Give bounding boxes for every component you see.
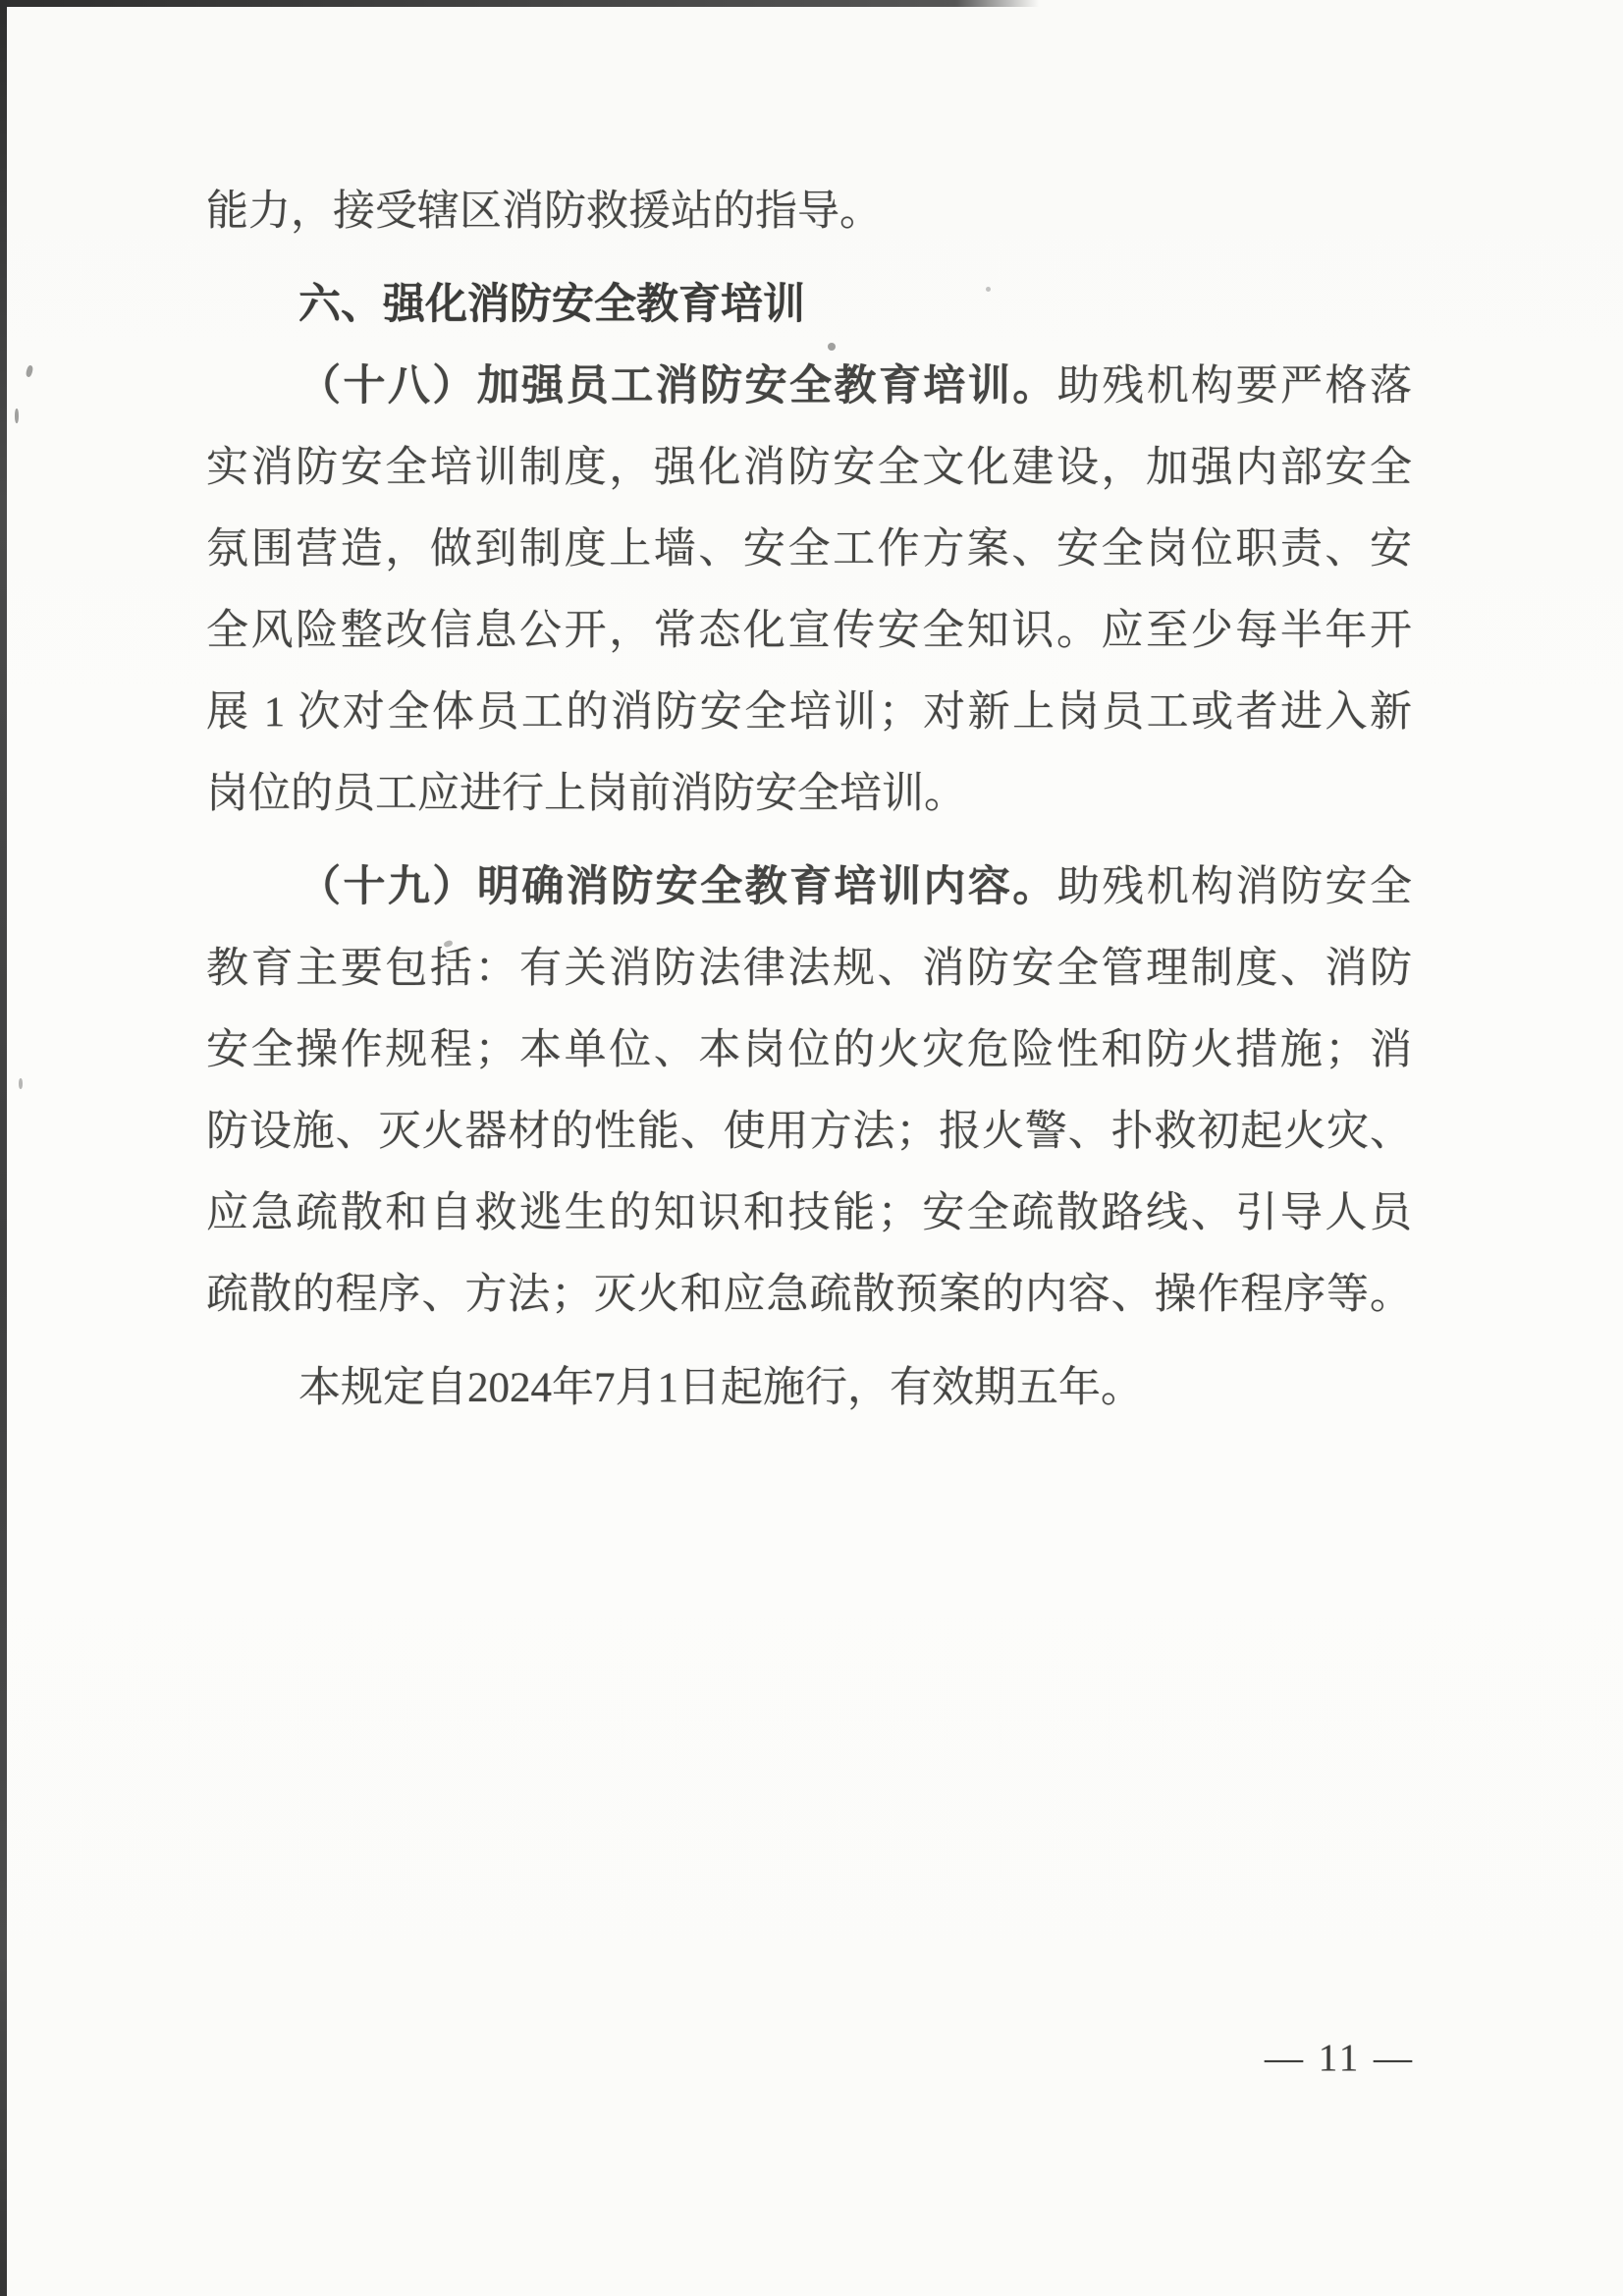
para19-line-1 bbox=[206, 847, 1412, 928]
closing-line: 本规定自2024年7月1日起施行，有效期五年。 bbox=[298, 1365, 1143, 1411]
para18-line-3: 氛围营造，做到制度上墙、安全工作方案、安全岗位职责、安 bbox=[206, 526, 1412, 573]
para18-line-4: 全风险整改信息公开，常态化宣传安全知识。应至少每半年开 bbox=[206, 608, 1412, 654]
para19-line-5: 应急疏散和自救逃生的知识和技能；安全疏散路线、引导人员 bbox=[206, 1190, 1412, 1236]
scan-speck bbox=[26, 364, 34, 377]
document-body bbox=[206, 171, 1412, 1429]
continuation-line: 能力，接受辖区消防救援站的指导。 bbox=[206, 189, 882, 235]
para18-lead-sentence: （十八）加强员工消防安全教育培训。 bbox=[298, 363, 1057, 410]
scan-edge-top-line bbox=[0, 0, 1039, 7]
page-number: — 11 — bbox=[1264, 2037, 1415, 2079]
para18-line-2: 实消防安全培训制度，强化消防安全文化建设，加强内部安全 bbox=[206, 445, 1412, 491]
scan-edge-left-line bbox=[0, 0, 7, 2296]
para19-line-4: 防设施、灭火器材的性能、使用方法；报火警、扑救初起火灾、 bbox=[206, 1109, 1412, 1155]
scan-speck bbox=[15, 409, 19, 423]
para19-line-6: 疏散的程序、方法；灭火和应急疏散预案的内容、操作程序等。 bbox=[206, 1272, 1412, 1318]
para18-line-5: 展 1 次对全体员工的消防安全培训；对新上岗员工或者进入新 bbox=[206, 689, 1412, 736]
para19-line-2: 教育主要包括：有关消防法律法规、消防安全管理制度、消防 bbox=[206, 946, 1412, 992]
para18-line-6: 岗位的员工应进行上岗前消防安全培训。 bbox=[206, 771, 966, 817]
para19-lead-sentence: （十九）明确消防安全教育培训内容。 bbox=[298, 864, 1057, 910]
para19-line-3: 安全操作规程；本单位、本岗位的火灾危险性和防火措施；消 bbox=[206, 1027, 1412, 1073]
para18-line-1-rest: 助残机构要严格落 bbox=[1056, 363, 1413, 410]
para19-line-1-rest: 助残机构消防安全 bbox=[1056, 864, 1413, 910]
para18-line-1 bbox=[206, 346, 1412, 427]
section-heading: 六、强化消防安全教育培训 bbox=[298, 282, 805, 328]
scan-speck bbox=[19, 1078, 23, 1089]
